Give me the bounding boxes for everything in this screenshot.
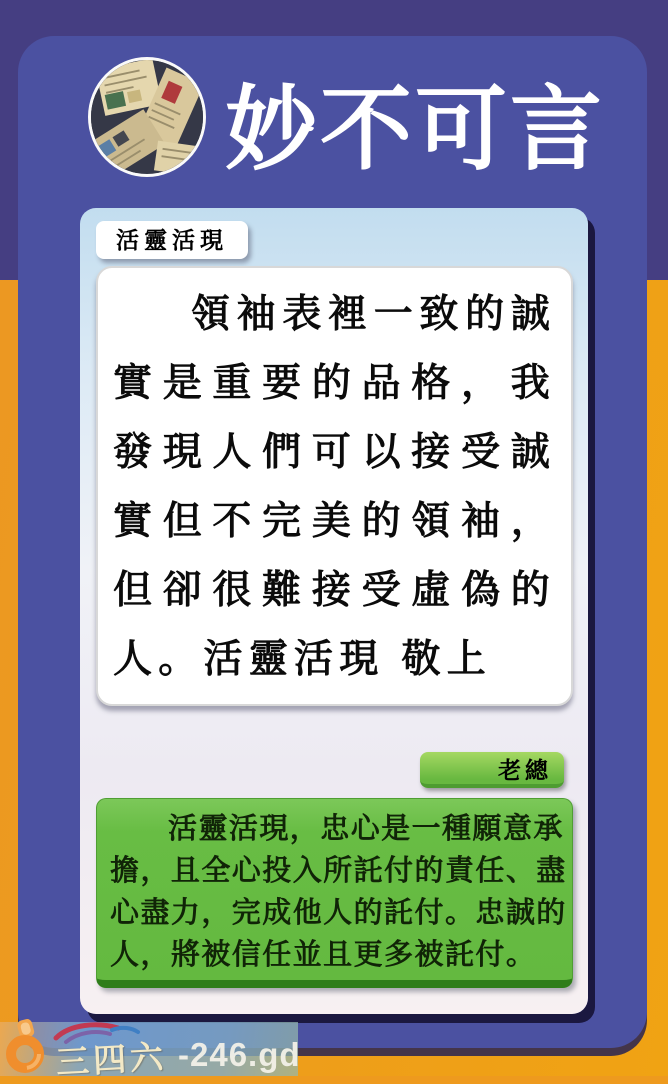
sender-name-tab: 活靈活現 — [96, 221, 248, 259]
reply-message-bubble — [96, 798, 573, 988]
quote-line: 發現人們可以接受誠 — [113, 431, 556, 474]
reply-line: 擔，且全心投入所託付的責任、盡 — [110, 855, 567, 887]
main-card — [18, 36, 647, 1048]
watermark-brand-text: 三四六 — [55, 1038, 168, 1081]
quote-line: 人。活靈活現 敬上 — [113, 638, 492, 681]
reply-line: 活靈活現，忠心是一種願意承 — [168, 813, 564, 845]
quote-line: 領袖表裡一致的誠 — [191, 293, 556, 336]
boss-name-tag: 老總 — [420, 752, 564, 788]
reply-line: 心盡力，完成他人的託付。忠誠的 — [110, 897, 567, 929]
watermark-strip — [0, 1022, 301, 1081]
watermark-domain-text: -246.gd — [178, 1036, 301, 1073]
watermark-logo-icon — [4, 1018, 52, 1074]
letters-photo-icon — [91, 60, 203, 174]
chat-panel — [80, 208, 588, 1014]
page-title: 妙不可言 — [224, 79, 605, 181]
reply-line: 人，將被信任並且更多被託付。 — [110, 939, 537, 971]
quote-message-box — [96, 266, 573, 706]
avatar — [88, 57, 206, 177]
quote-line: 但卻很難接受虛偽的 — [113, 569, 556, 612]
quote-line: 實是重要的品格，我 — [113, 362, 556, 405]
quote-line: 實但不完美的領袖， — [113, 500, 556, 543]
